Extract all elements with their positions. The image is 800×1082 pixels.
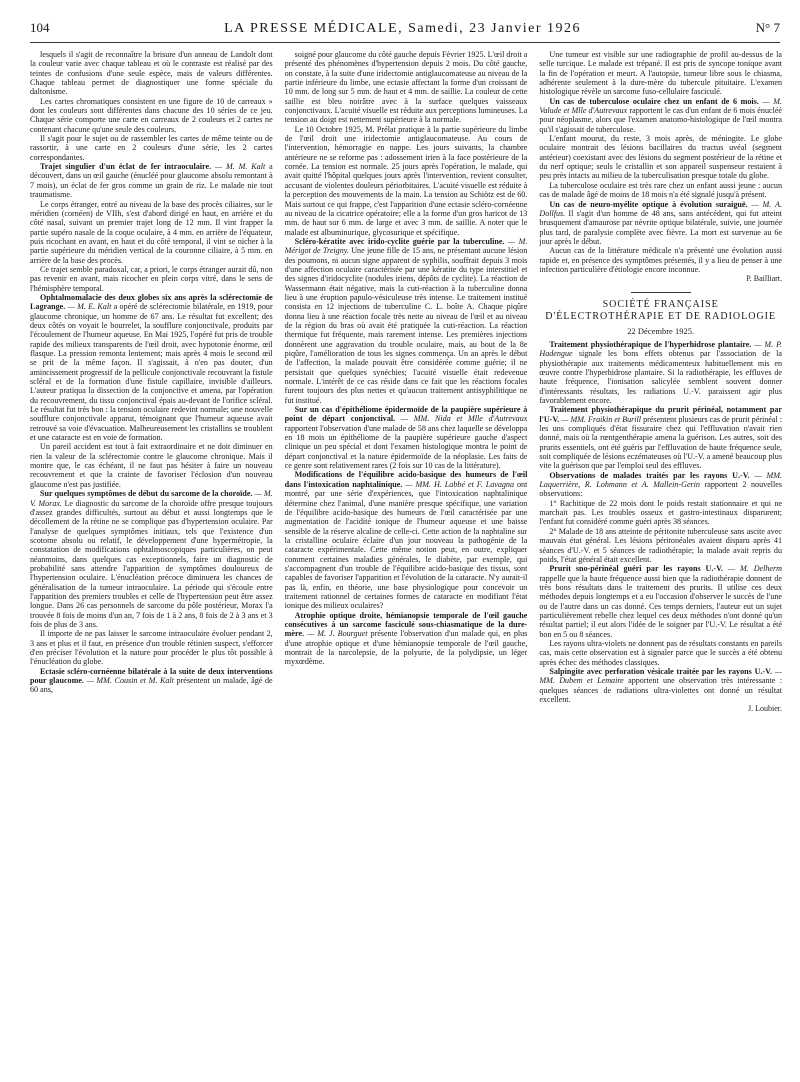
article-title: Modifications de l'équilibre acido-basique des humeurs de l'œil dans l'intoxication naphtalinique. xyxy=(284,470,528,489)
article-body: rappelle que la haute fréquence aussi bien que la radiothérapie donnent de très bons résultats dans le traitement des prurits. Il utilise ces deux méthodes depuis longtemps et a eu l'occasion d'observer le succès de l'une ou de l'autre dans un cas donné. Ces temps derniers, l'auteur eut un sujet particulièrement rebelle chez lequel ces deux méthodes n'ont donné qu'un résultat partiel; il eut alors l'idée de le soigner par l'U.-V. Le résultat a été bon en 5 ou 8 séances. xyxy=(539,573,783,639)
paragraph: La tuberculose oculaire est très rare chez un enfant aussi jeune : aucun cas de malade âgé de moins de 18 mois n'a été signalé jusqu'à présent. xyxy=(539,180,783,200)
article-paragraph xyxy=(30,489,273,629)
column-3 xyxy=(539,50,782,1075)
article-authors: — M. Delherm xyxy=(727,564,783,574)
article-title: Un cas de neuro-myélite optique à évolution suraiguë. xyxy=(549,199,748,209)
article-body: a découvert, dans un œil gauche (énucléé pour glaucome absolu remontant à 7 mois), un éclat de fer gros comme un grain de riz. Le malade nie tout traumatisme. xyxy=(30,162,273,200)
article-title: Atrophie optique droite, hémianopsie temporale de l'œil gauche consécutives à un sarcome fasciculé sous-chiasmatique de la dure-mère. xyxy=(284,610,528,639)
article-body: Le diagnostic du sarcome de la choroïde offre presque toujours d'assez grandes difficultés, surtout au début et aussi longtemps que le décollement de la rétine ne se complique pas d'hypertension oculaire. Par l'analyse de quelques symptômes initiaux, tels que l'existence d'un scotome absolu ou relatif, le développement d'une hypermétropie, la constatation de modifications ophtalmoscopiques particulières, on peut néanmoins, dans quelques cas exceptionnels, faire un diagnostic de probabilité sans attendre l'apparition de symptômes douloureux de l'hypertension oculaire. L'énucléation précoce diminuera les chances de généralisation de la tumeur intraoculaire. La période qui s'écoule entre l'apparition des premiers troubles et celle de l'hypertension peut être assez longue. Dans 26 cas personnels de sarcome du pôle postérieur, Morax l'a trouvée 8 fois de moins d'un an, 7 fois de 1 à 2 ans, 8 fois de 2 à 3 ans et 3 fois de plus de 3 ans. xyxy=(30,498,273,629)
article-authors: — M. Mérigot de Treigny. xyxy=(284,236,528,256)
issue-number: N° 7 xyxy=(755,20,780,35)
paragraph: Ce trajet semble paradoxal, car, a priori, le corps étranger aurait dû, non pas revenir en avant, mais ricocher en plein corps vitré, dans le sens de l'hémisphère temporal. xyxy=(30,264,273,293)
paragraph: Un pareil accident est tout à fait extraordinaire et ne doit diminuer en rien la valeur de la sclérectomie contre le glaucome chronique. Mais il montre que, le cas échéant, il ne faut pas hésiter à faire un nouveau recouvrement et que la crainte de favoriser l'éclosion d'un nouveau glaucome n'est pas justifiée. xyxy=(30,442,273,489)
page-number: 104 xyxy=(30,20,50,35)
article-authors: — M. E. Kalt xyxy=(67,302,112,312)
article-body: a opéré de sclérectomie bilatérale, en 1919, pour glaucome chronique, un homme de 67 ans. Le résultat fut excellent; des deux côtés on voyait le bourrelet, la soufflure conjonctivale, produits par l'écoulement de l'humeur aqueuse. En Mai 1925, l'opéré fut pris de trouble rapide des milieux transparents de l'œil droit, avec hypotonie énorme, œil flasque. La pression remonta lentement; mais après 4 mois le second œil se prit de la même façon. Il s'agissait, à n'en pas douter, d'un amincissement progressif de la pellicule conjonctivale recouvrant la fistule scléral et de la formation d'une fistule capillaire, invisible d'ailleurs. L'auteur pratiqua la dissection de la conjonctive et amena, par l'opération du recouvrement, du tissu conjonctival épais au-devant de l'orifice scléral. Le résultat fut très bon : la tension oculaire redevint normale; une nouvelle soufflure conjonctivale apparut, témoignant que l'humeur aqueuse avait retrouvé sa voie d'évacuation. Malheureusement les cristallins se troublent et une cataracte est en voie de formation. xyxy=(30,302,273,443)
article-body: présente l'observation d'un malade qui, en plus d'une atrophie optique et d'une hémianopsie temporale de l'œil gauche, montrait de la narcolepsie, de la polyurie, de la polydipsie, un léger myxœdème. xyxy=(284,629,528,667)
article-paragraph xyxy=(30,667,273,695)
article-paragraph xyxy=(539,405,782,470)
article-authors: — MM. Laquerrière, R. Lohmann et A. Mallein-Gerin xyxy=(539,470,783,490)
paragraph: 2° Malade de 18 ans atteinte de péritonite tuberculeuse sans ascite avec mauvais état général. Les lésions péritonéales avaient disparu après 41 séances d'U.-V. et 5 séances de radiothérapie; la malade avait repris du poids, l'état général était excellent. xyxy=(539,526,783,564)
article-title: Observations de malades traités par les rayons U.-V. xyxy=(549,470,750,480)
article-paragraph xyxy=(539,667,782,704)
article-authors: — MM. Dubem et Lemaire xyxy=(539,666,783,686)
article-paragraph xyxy=(30,162,273,199)
article-body: apportent une observation très intéressante : quelques séances de radiations ultra-violettes ont donné un résultat excellent. xyxy=(539,676,783,704)
article-title: Traitement physiothérapique du prurit périnéal, notamment par l'U-V. xyxy=(539,405,783,424)
paragraph: Le corps étranger, entré au niveau de la base des procès ciliaires, sur le méridien (cornéen) de VIIh, s'est d'abord dirigé en haut, en arrière et du côté nasal, suivant un premier trajet long de 12 mm. Il vint frapper la partie supéro nasale de la coque oculaire, à 4 mm. en arrière de l'équateur, puis ricochant en avant, en haut et du côté temporal, il vint se nicher à la partie supérieure du méridien vertical de la couronne ciliaire, à 5 mm. en arrière de la base des procès. xyxy=(30,199,273,265)
article-body: ont montré, par une série d'expériences, que l'intoxication naphtalinique détermine chez l'animal, d'une manière presque spécifique, une variation de l'équilibre acido-basique des humeurs de l'œil caractérisée par une augmentation de l'acidité ionique de l'humeur aqueuse et une baisse sensible de la réserve alcaline de celle-ci. Cette action de la naphtaline sur la cristalline oculaire éclaire d'un jour nouveau la pathogénie de la cataracte expérimentale. Cette même notion peut, en outre, expliquer comment certaines maladies générales, le diabète, par exemple, qui s'accompagnent d'un trouble de l'équilibre acido-basique des tissus, sont capables de favoriser l'apparition et l'évolution de la cataracte. N'y aurait-il pas là, enfin, en théorie, une base physiologique pour concevoir un traitement rationnel de certaines formes de cataracte en modifiant l'état ionique des milieux oculaires? xyxy=(284,479,528,611)
article-title: Sur quelques symptômes de début du sarcome de la choroïde. xyxy=(40,489,253,499)
signature: P. Bailliart. xyxy=(746,274,783,284)
article-title: Scléro-kératite avec irido-cyclite guérie par la tuberculine. xyxy=(294,236,505,246)
article-body: Il s'agit d'un homme de 48 ans, sans antécédent, qui fut atteint brusquement d'amaurose par névrite optique bilatérale, suivie, une journée plus tard, de paralysie complète avec fièvre. La mort est survenue au 6e jour après le début. xyxy=(539,208,783,246)
article-paragraph xyxy=(285,470,528,610)
journal-title: LA PRESSE MÉDICALE, Samedi, 23 Janvier 1926 xyxy=(224,21,582,36)
article-title: Sur un cas d'épithéliome épidermoïde de la paupière supérieure à point de départ conjonctival. xyxy=(284,405,528,424)
article-authors: — MM. Nida et Mlle d'Autrevaux xyxy=(400,414,528,424)
paragraph: L'enfant mourut, du reste, 3 mois après, de méningite. Le globe oculaire montrait des lésions bacillaires du tractus uvéal (segment antérieur) coexistant avec des lésions du segment postérieur de la rétine et du nerf optique; seuls le cristallin et son appareil suspenseur restaient à peu près intacts au milieu de la tuberculisation presque totale du globe. xyxy=(539,134,783,181)
article-body: Une jeune fille de 15 ans, ne présentant aucune lésion des poumons, ni aucun signe apparent de syphilis, souffrait depuis 3 mois d'une affection oculaire caractérisée par une kératite du type interstitiel et des signes d'iridocyclite (nodules iriens, dépôts de cyclite). La réaction de Wassermann était négative, mais la cuti-réaction à la tuberculine donna lieu à une éruption papulo-vésiculeuse très intense. Le traitement institué consista en 12 injections de tuberculine C. L. boîte A. Chaque piqûre donna lieu à une réaction focale très nette au niveau de l'œil et au niveau de la région du bras où avait été pratiquée la cuti-réaction. La réaction thermique fut fréquente, mais rarement intense. Les premières injections donnèrent une aggravation du trouble oculaire, mais, au bout de la 8e piqûre, l'amélioration de tous les signes commença. Un an après le début de l'affection, la malade pouvait être considérée comme guérie; il ne persistait que quelques synéchies; l'acuité visuelle était redevenue normale. L'intérêt de ce cas réside dans ce fait que les réactions focales furent toujours des plus nettes et qu'aucun traitement antisyphilitique ne fut institué. xyxy=(284,246,528,405)
article-paragraph xyxy=(539,97,782,134)
paragraph: lesquels il s'agit de reconnaître la brisure d'un anneau de Landolt dont la couleur varie avec chaque tableau et où le contraste est réalisé par des teintes de confusions d'une seule espèce, mais de valeurs différentes. Chaque tableau permet de diagnostiquer une forme spéciale du daltonisme. xyxy=(30,50,273,97)
article-authors: — M. A. Dollfus. xyxy=(539,199,783,218)
paragraph: soigné pour glaucome du côté gauche depuis Février 1925. L'œil droit a présenté des phénomènes d'hypertension depuis 2 mois. Du côté gauche, on constate, à la suite d'une iridectomie antiglaucomateuse au niveau de la partie inférieure du limbe, une ectasie affectant la forme d'un croissant de 10 mm. de long sur 5 mm. de haut et 4 mm. de saillie. La couleur de cette saillie est bleu noirâtre avec à la surface quelques vaisseaux conjonctivaux. L'acuité visuelle est réduite aux perceptions lumineuses. La tension au doigt est nettement supérieure à la normale. xyxy=(284,50,528,125)
article-body: présentent un malade, âgé de 60 ans, xyxy=(30,676,273,695)
article-authors: — MM. Cousin et M. Kalt xyxy=(86,676,174,686)
society-heading xyxy=(539,292,782,336)
article-title: Prurit sno-périnéal guéri par les rayons U.-V. xyxy=(549,564,723,574)
article-paragraph xyxy=(30,293,273,443)
article-authors: — M. V. Morax. xyxy=(30,489,273,508)
article-paragraph xyxy=(539,471,782,499)
article-title: Trajet singulier d'un éclat de fer intraoculaire. xyxy=(40,162,212,172)
paragraph: Les cartes chromatiques consistent en une figure de 10 de carreaux » dont les couleurs sont différentes dans chacune des 10 séries de ce jeu. Chaque série comporte une carte en carreaux de 2 couleurs et 2 cartes ne contenant chacune qu'une seule des couleurs. xyxy=(30,96,273,134)
article-paragraph xyxy=(539,340,782,405)
article-authors: — MM. H. Labbé et F. Lavagna xyxy=(405,479,515,489)
article-title: Ectasie scléro-cornéenne bilatérale à la suite de deux interventions pour glaucome. xyxy=(30,666,273,686)
columns xyxy=(30,50,782,1075)
society-name-line2: D'ÉLECTROTHÉRAPIE ET DE RADIOLOGIE xyxy=(545,310,777,322)
article-body: rapportent le cas d'un enfant de 6 mois énucléé pour néoplasme, alors que l'examen anatomo-histologique de l'œil montra qu'il s'agissait de tuberculose. xyxy=(539,106,783,134)
article-title: Un cas de tuberculose oculaire chez un enfant de 6 mois. xyxy=(549,96,759,106)
paragraph: Aucun cas de la littérature médicale n'a présenté une évolution aussi rapide et, en présence des symptômes présentés, il y a lieu de penser à une infection particulière d'étiologie encore inconnue. xyxy=(539,246,783,274)
article-authors: — MM. Fraikin et Burill xyxy=(561,414,642,424)
paragraph: 1° Rachitique de 22 mois dont le poids restait stationnaire et qui ne marchait pas. Les troubles osseux et gastro-intestinaux disparurent; l'enfant fut considéré comme guéri après 38 séances. xyxy=(539,498,783,527)
article-paragraph xyxy=(285,611,528,667)
signature: J. Loubier. xyxy=(748,704,783,714)
article-authors: — M. M. Kalt xyxy=(214,162,266,172)
article-body: rapportent l'observation d'une malade de 58 ans chez laquelle se développa en 18 mois un épithéliome de la paupière supérieure gauche d'aspect clinique un peu spécial et dont l'examen histologique montra le point de départ conjonctival et la nature épidermoïde de la néoplasie. Les faits de ce genre sont relativement rares (2 fois sur 10 cas de la littérature). xyxy=(284,423,528,471)
column-2 xyxy=(285,50,528,1075)
paragraph: Le 10 Octobre 1925, M. Prélat pratique à la partie supérieure du limbe de l'œil droit une iridectomie antiglaucomateuse. Au cours de l'intervention, hémorragie en nappe. Les jours suivants, la chambre antérieure ne se reforme pas : adossement irien à la face postérieure de la cornée. La tension est normale. 25 jours après l'opération, le malade, qui avait quitté l'hôpital quelques jours après l'intervention, revient consulter, accusant de violentes douleurs périorbitaires. L'acuité visuelle est réduite à la perception des mouvements de la main. La tension au Schiötz est de 60. Mais surtout ce qui frappe, c'est l'apparition d'une ectasie scléro-cornéenne au niveau de la cicatrice opératoire; elle a la forme d'un gros haricot de 13 mm. de haut sur 6 mm. de large et avec 3 mm. de saillie. A noter que le malade est albuminurique, glycosurique et spécifique. xyxy=(284,124,528,237)
article-paragraph xyxy=(539,200,782,247)
article-body: rapportent 2 nouvelles observations: xyxy=(539,480,783,499)
article-authors: — M. P. Hadengue xyxy=(539,339,783,359)
article-authors: — M. J. Bourguet xyxy=(307,629,368,639)
article-paragraph xyxy=(285,405,528,470)
article-authors: — M. Valude et Mlle d'Autrevaux xyxy=(539,96,782,116)
article-title: Ophtalmomalacie des deux globes six ans après la sclérectomie de Lagrange. xyxy=(30,292,273,312)
society-date: 22 Décembre 1925. xyxy=(627,325,695,336)
paragraph: Les rayons ultra-violets ne donnent pas de résultats constants en pareils cas, mais cette observation est à signaler parce que le succès a été obtenu après échec des méthodes classiques. xyxy=(539,638,783,667)
paragraph: Il importe de ne pas laisser le sarcome intraoculaire évoluer pendant 2, 3 ans et plus et il faut, en présence d'un trouble rétinien suspect, s'efforcer d'en préciser l'évolution et la nature pour procéder le plus tôt possible à l'énucléation du globe. xyxy=(30,629,273,667)
article-title: Traitement physiothérapique de l'hyperhidrose plantaire. xyxy=(549,339,752,349)
society-name-line1: SOCIÉTÉ FRANÇAISE xyxy=(602,298,719,310)
column-1 xyxy=(30,50,273,1075)
article-paragraph xyxy=(539,564,782,639)
paragraph: Il s'agit pour le sujet ou de rassembler les cartes de même teinte ou de rassortir, à une carte en 2 couleurs d'une série, les 2 cartes correspondantes. xyxy=(30,134,273,162)
page-header xyxy=(30,20,780,43)
article-body: signale les bons effets obtenus par l'association de la physiothérapie aux traitements médicamenteux habituellement mis en œuvre contre l'hyperhidrose plantaire. Si la radiothérapie, les effluves de haute fréquence, l'ionisation salicylée semblent souvent donner d'intéressants résultats, les radiations U.-V. paraissent agir plus favorablement encore. xyxy=(539,349,783,405)
article-body: présentent plusieurs cas de prurit périnéal : les uns compliqués d'état fissuraire chez qui l'effluvation n'avait rien donné, mais où la rœntgenthérapie amena la guérison. Les autres, soit des prurits essentiels, ont été guéris par l'effluvation de haute fréquence seule, soit compliquée de lésions eczémateuses où l'U.-V. a amené beaucoup plus vite la guérison que par l'emploi seul des effluves. xyxy=(539,414,783,471)
article-paragraph xyxy=(285,237,528,405)
rule-divider xyxy=(631,292,691,293)
paragraph: Une tumeur est visible sur une radiographie de profil au-dessus de la selle turcique. Le malade est trépané. Il est pris de syncope tonique avant la fin de l'opération et meurt. A l'autopsie, tumeur libre sous le chiasma, adhérente seulement à la dure-mère du tubercule pituitaire. L'examen histologique révèle un sarcome fuso-cellulaire fasciculé. xyxy=(539,50,783,97)
article-title: Salpingite avec perforation vésicale traitée par les rayons U.-V. xyxy=(549,666,772,676)
